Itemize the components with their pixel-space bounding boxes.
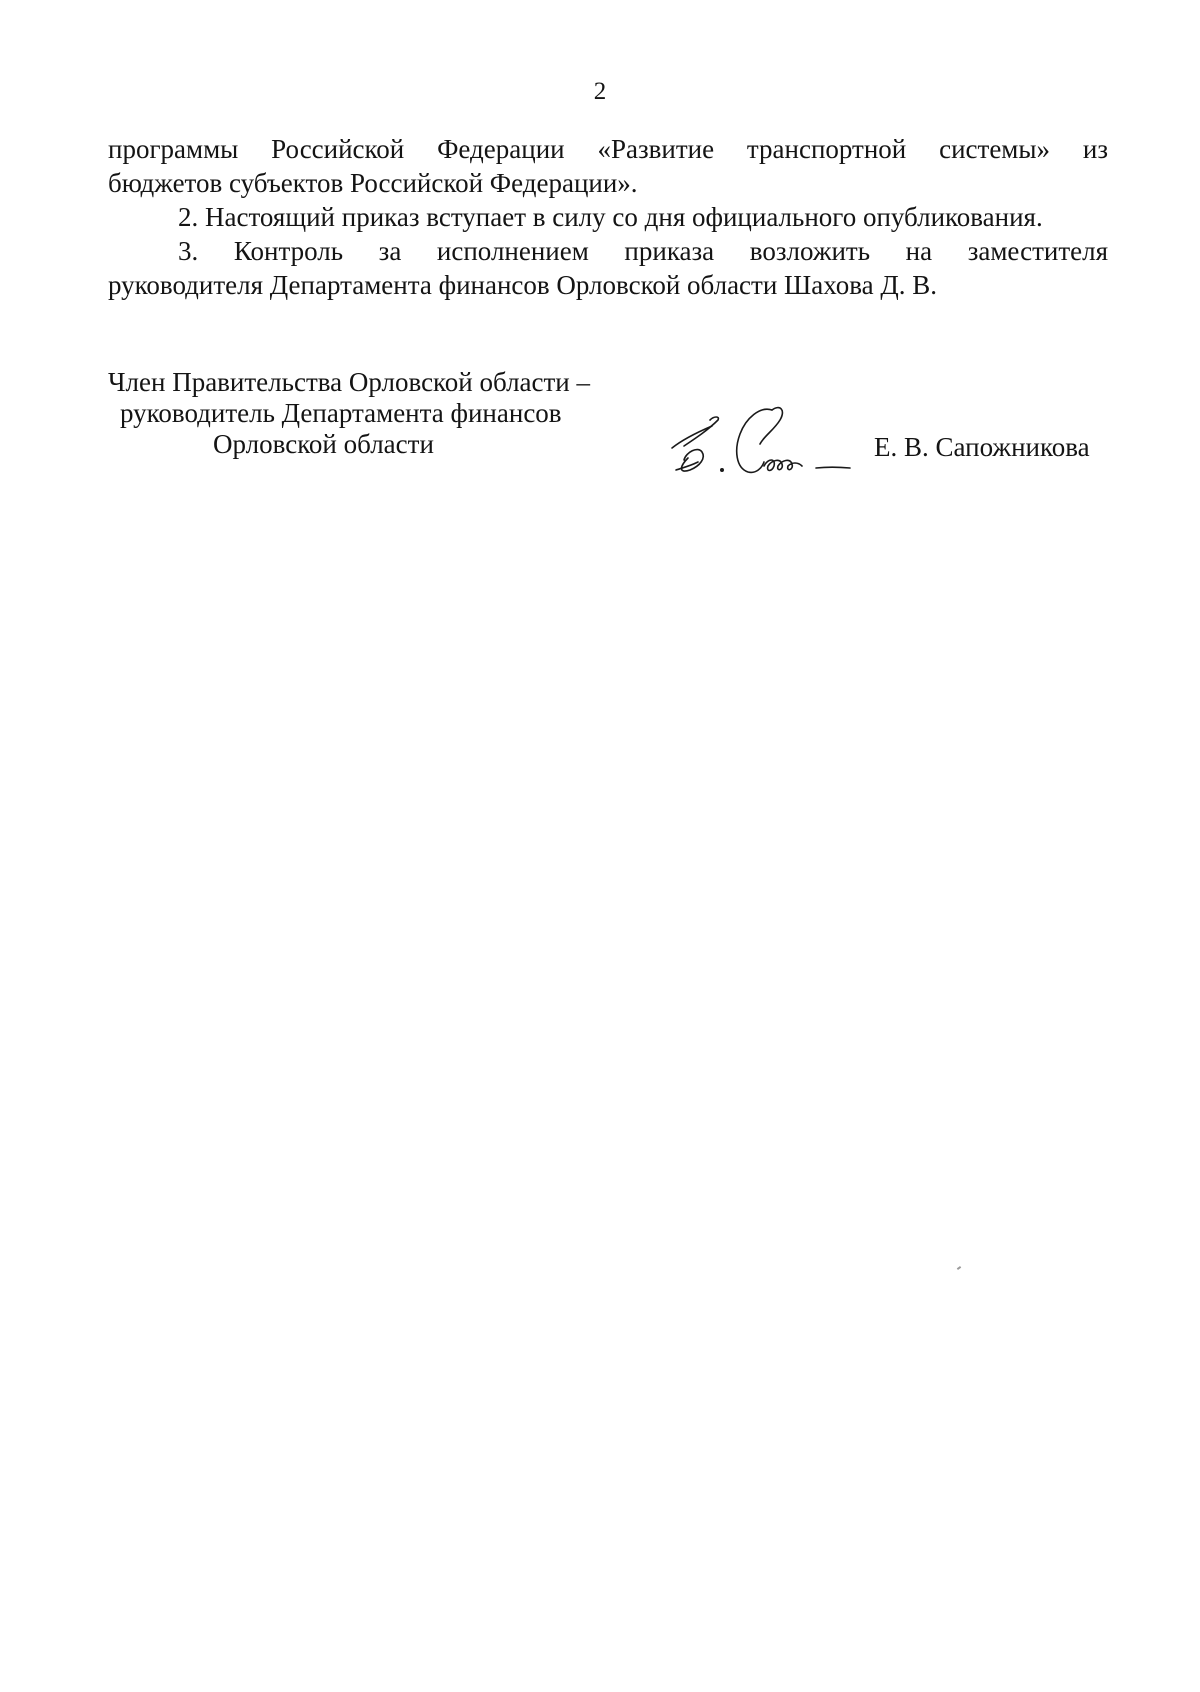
paragraph-3-line-1: 3. Контроль за исполнением приказа возложить на заместителя	[178, 236, 1108, 266]
page-number: 2	[593, 78, 607, 105]
paragraph-1-line-2: бюджетов субъектов Российской Федерации».	[108, 168, 638, 198]
paragraph-2: 2. Настоящий приказ вступает в силу со дня официального опубликования.	[178, 202, 1043, 232]
position-line-1: Член Правительства Орловской области –	[108, 367, 591, 397]
scan-speck	[957, 1266, 961, 1270]
document-body	[108, 134, 1108, 304]
position-line-2: руководитель Департамента финансов	[120, 398, 562, 428]
signer-name: Е. В. Сапожникова	[874, 432, 1090, 462]
paragraph-1-line-1: программы Российской Федерации «Развитие транспортной системы» из	[108, 134, 1108, 164]
position-line-3: Орловской области	[213, 429, 434, 459]
signatory-position	[108, 367, 628, 460]
handwritten-signature	[668, 396, 858, 476]
paragraph-3-line-2: руководителя Департамента финансов Орловской области Шахова Д. В.	[108, 270, 938, 300]
